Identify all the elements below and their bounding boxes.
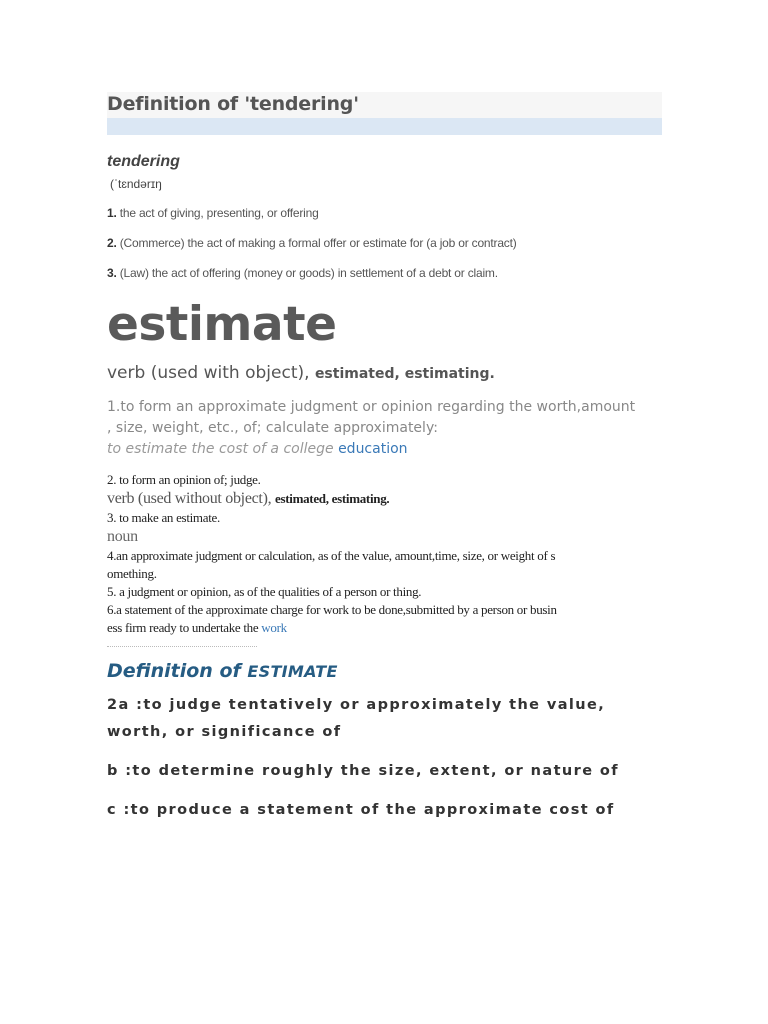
section-divider — [107, 646, 257, 647]
estimate-definition-5: 5. a judgment or opinion, as of the qualities of a person or thing. — [107, 584, 422, 599]
definition-line: 2a :to judge tentatively or approximately the value, — [107, 697, 606, 713]
title-prefix: Definition of — [107, 660, 248, 682]
tendering-sense-3 — [107, 266, 662, 283]
document-page — [107, 92, 662, 824]
sense-number: 3. — [107, 266, 117, 280]
estimate-pos-verb-no-object — [107, 489, 662, 509]
estimate-pos-noun: noun — [107, 528, 138, 545]
work-link[interactable]: work — [261, 620, 287, 635]
estimate-definition-1 — [107, 397, 662, 439]
pos-label: verb (used with object) — [107, 363, 305, 383]
estimate-headword: estimate — [107, 297, 337, 352]
example-text: to estimate the cost of a college — [107, 441, 339, 457]
verb-forms: estimated, estimating. — [275, 491, 390, 506]
education-link[interactable]: education — [338, 441, 408, 457]
estimate-more-definitions — [107, 471, 662, 637]
sense-text: (Commerce) the act of making a formal offer or estimate for (a job or contract) — [116, 236, 517, 250]
definition-line: , size, weight, etc., of; calculate approximately: — [107, 420, 438, 436]
estimate-definition-4-line1: 4.an approximate judgment or calculation, as of the value, amount,time, size, or weight of s — [107, 548, 556, 563]
tendering-header-bar — [107, 118, 662, 135]
title-word: ESTIMATE — [247, 662, 338, 681]
tendering-title: Definition of 'tendering' — [107, 93, 359, 115]
mw-definition-c: c :to produce a statement of the approximate cost of — [107, 802, 615, 818]
pos-label: verb (used without object), — [107, 490, 275, 507]
mw-definition-title — [107, 660, 662, 688]
sense-text: the act of giving, presenting, or offering — [116, 206, 319, 220]
estimate-definition-2: 2. to form an opinion of; judge. — [107, 472, 261, 487]
pos-separator: , — [304, 363, 315, 383]
mw-definition-2a — [107, 692, 662, 746]
estimate-definition-6-line1: 6.a statement of the approximate charge for work to be done,submitted by a person or busin — [107, 602, 557, 617]
definition-line: worth, or significance of — [107, 724, 342, 740]
estimate-pos-verb-object — [107, 363, 662, 387]
estimate-definition-4-line2: omething. — [107, 566, 157, 581]
estimate-definition-3: 3. to make an estimate. — [107, 510, 220, 525]
definition-line: 1.to form an approximate judgment or opinion regarding the worth,amount — [107, 399, 636, 415]
sense-text: (Law) the act of offering (money or goods) in settlement of a debt or claim. — [116, 266, 498, 280]
sense-number: 2. — [107, 236, 117, 250]
tendering-headword: tendering — [107, 153, 180, 170]
sense-number: 1. — [107, 206, 117, 220]
tendering-sense-2 — [107, 236, 662, 253]
estimate-definition-6-line2 — [107, 619, 662, 637]
verb-forms: estimated, estimating. — [314, 366, 495, 382]
estimate-example — [107, 439, 662, 460]
tendering-header — [107, 92, 662, 118]
definition-text: ess firm ready to undertake the — [107, 620, 262, 635]
tendering-sense-1 — [107, 206, 662, 223]
tendering-pronunciation: (ˈtɛndərɪŋ — [110, 177, 162, 191]
mw-definition-b: b :to determine roughly the size, extent, or nature of — [107, 763, 619, 779]
